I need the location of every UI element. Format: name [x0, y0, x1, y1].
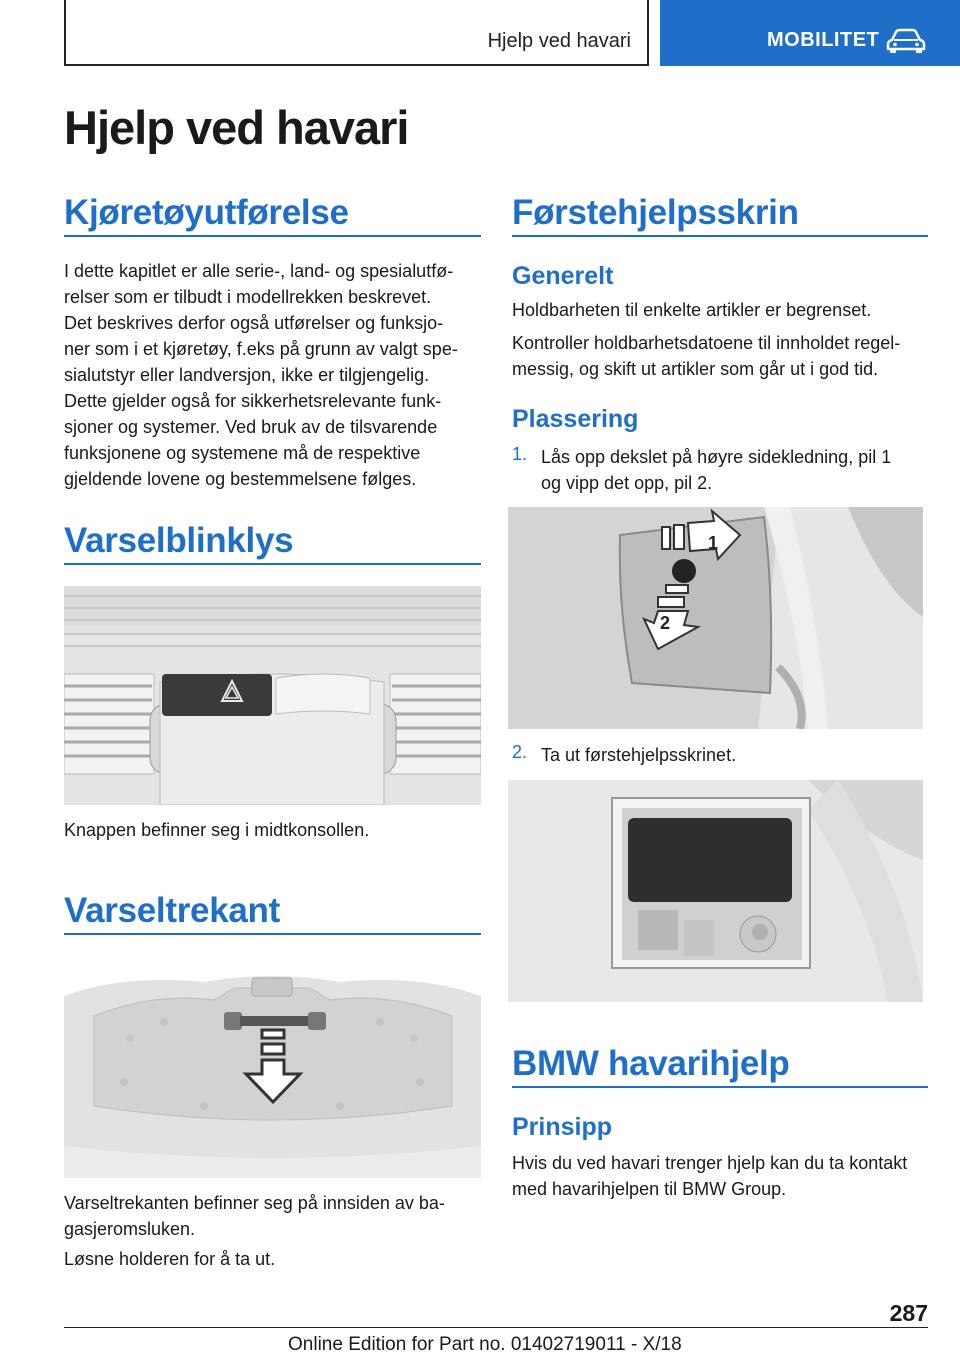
warning-triangle-figure: [64, 956, 481, 1178]
heading-varseltrekant: Varseltrekant: [64, 891, 280, 930]
arrow-1-label: 1: [708, 533, 719, 553]
header-tab-mobilitet[interactable]: [660, 0, 960, 66]
text-line: Dette gjelder også for sikkerhetsrelevante funk-: [64, 391, 442, 411]
prinsipp-paragraph: [512, 1150, 928, 1202]
heading-plassering: Plassering: [512, 405, 639, 433]
heading-rule: [64, 933, 481, 935]
varselblinklys-caption: Knappen befinner seg i midtkonsollen.: [64, 820, 370, 840]
text-line: Hvis du ved havari trenger hjelp kan du ta kontakt: [512, 1153, 908, 1173]
arrow-2-label: 2: [660, 613, 671, 633]
heading-generelt: Generelt: [512, 262, 614, 290]
heading-rule: [512, 1086, 928, 1088]
text-line: gjeldende lovene og bestemmelsene følges.: [64, 469, 417, 489]
hazard-button-figure: [64, 586, 481, 805]
text-line: ner som i et kjøretøy, f.eks på grunn av valgt spe-: [64, 339, 458, 359]
text-line: I dette kapitlet er alle serie-, land- og spesialutfø-: [64, 261, 454, 281]
heading-rule: [64, 235, 481, 237]
footer-edition: Online Edition for Part no. 01402719011 - X/18: [288, 1334, 682, 1355]
heading-rule: [64, 563, 481, 565]
text-line: gasjeromsluken.: [64, 1219, 196, 1239]
text-line: med havarihjelpen til BMW Group.: [512, 1179, 787, 1199]
header-section-label: Hjelp ved havari: [487, 30, 631, 52]
text-line: messig, og skift ut artikler som går ut i god tid.: [512, 359, 879, 379]
heading-rule: [512, 235, 928, 237]
kjoretoy-paragraph: [64, 258, 481, 492]
text-line: funksjonene og systemene må de respektive: [64, 443, 421, 463]
step-number: 2.: [512, 742, 528, 762]
text-line: Varseltrekanten befinner seg på innsiden av ba-: [64, 1193, 445, 1213]
step-2-text: Ta ut førstehjelpsskrinet.: [541, 745, 737, 765]
footer-rule: [64, 1327, 928, 1328]
generelt-p2: [512, 330, 928, 382]
text-line: Kontroller holdbarhetsdatoene til innholdet regel-: [512, 333, 901, 353]
heading-kjoretoyutforelse: Kjøretøyutførelse: [64, 193, 349, 232]
side-cover-figure: [508, 507, 923, 729]
text-line: Det beskrives derfor også utførelser og funksjo-: [64, 313, 444, 333]
text-line: sialutstyr eller landversjon, ikke er tilgjengelig.: [64, 365, 430, 385]
heading-prinsipp: Prinsipp: [512, 1113, 613, 1141]
varseltrekant-caption: [64, 1190, 481, 1242]
step-number: 1.: [512, 444, 528, 464]
page-number: 287: [889, 1300, 928, 1326]
header-box: [64, 0, 649, 66]
text-line: Lås opp dekslet på høyre sidekledning, pil 1: [541, 447, 892, 467]
car-icon: [886, 28, 926, 54]
page-title: Hjelp ved havari: [64, 101, 409, 154]
varseltrekant-note: Løsne holderen for å ta ut.: [64, 1249, 276, 1269]
text-line: sjoner og systemer. Ved bruk av de tilsvarende: [64, 417, 438, 437]
heading-forstehjelpsskrin: Førstehjelpsskrin: [512, 193, 799, 232]
text-line: og vipp det opp, pil 2.: [541, 473, 713, 493]
text-line: relser som er tilbudt i modellrekken beskrevet.: [64, 287, 432, 307]
first-aid-kit-figure: [508, 780, 923, 1002]
generelt-p1: Holdbarheten til enkelte artikler er begrenset.: [512, 300, 872, 320]
header-tab-label: MOBILITET: [767, 29, 880, 51]
heading-varselblinklys: Varselblinklys: [64, 521, 294, 560]
step-1-text: [541, 444, 928, 496]
heading-bmw-havarihjelp: BMW havarihjelp: [512, 1044, 790, 1083]
